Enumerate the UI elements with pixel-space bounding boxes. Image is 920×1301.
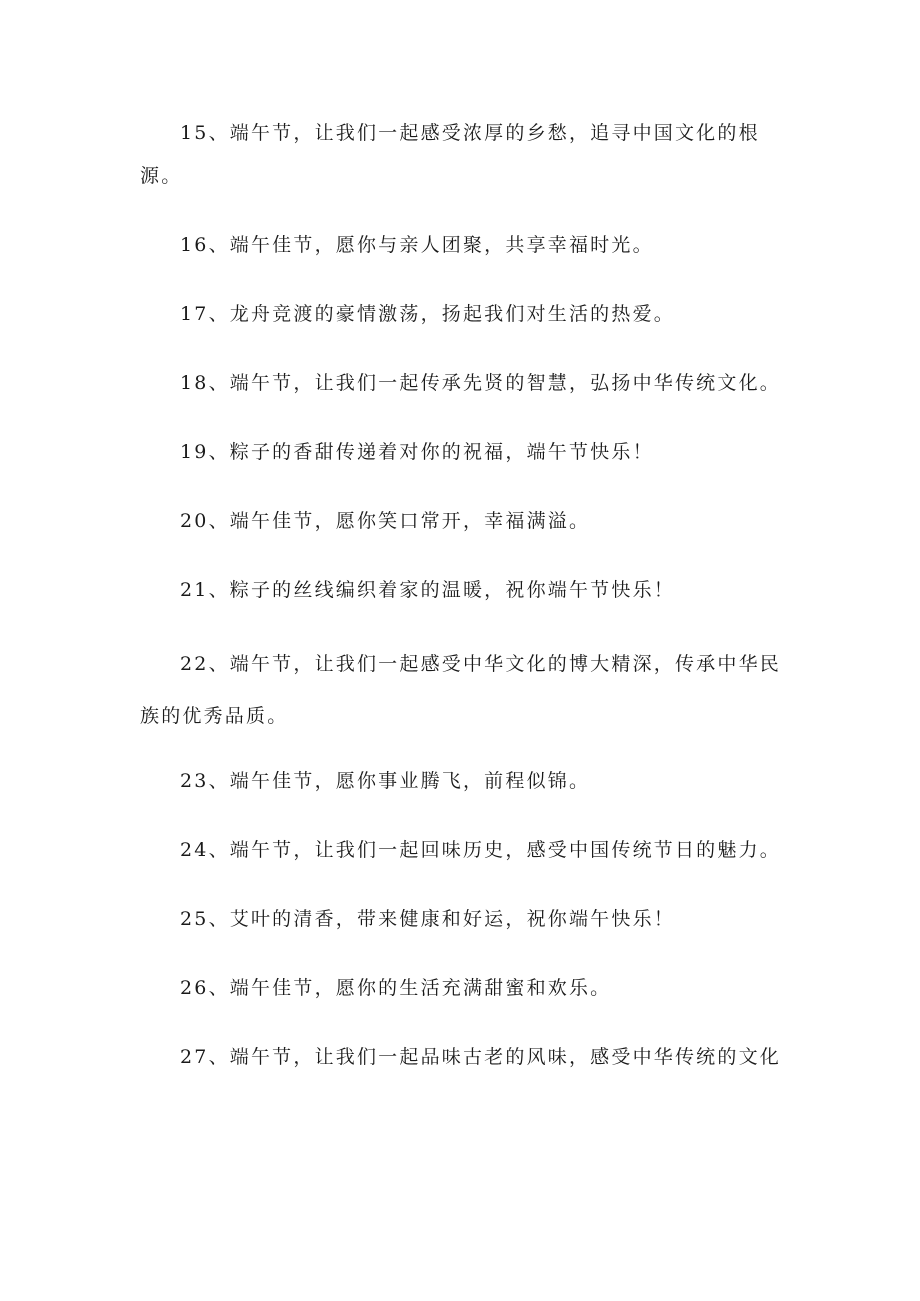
paragraph-23: 23、端午佳节，愿你事业腾飞，前程似锦。 <box>180 770 591 792</box>
paragraph-25: 25、艾叶的清香，带来健康和好运，祝你端午快乐！ <box>180 908 675 930</box>
paragraph-19: 19、粽子的香甜传递着对你的祝福，端午节快乐！ <box>180 441 654 463</box>
paragraph-22: 22、端午节，让我们一起感受中华文化的博大精深，传承中华民族的优秀品质。 <box>140 653 781 727</box>
paragraph-21: 21、粽子的丝线编织着家的温暖，祝你端午节快乐！ <box>180 579 675 601</box>
paragraph-18: 18、端午节，让我们一起传承先贤的智慧，弘扬中华传统文化。 <box>180 372 781 394</box>
paragraph-27: 27、端午节，让我们一起品味古老的风味，感受中华传统的文化 <box>180 1046 781 1068</box>
paragraph-16: 16、端午佳节，愿你与亲人团聚，共享幸福时光。 <box>180 234 654 256</box>
document-body <box>140 112 790 1105</box>
paragraph-15: 15、端午节，让我们一起感受浓厚的乡愁，追寻中国文化的根源。 <box>140 122 760 187</box>
paragraph-20: 20、端午佳节，愿你笑口常开，幸福满溢。 <box>180 510 591 532</box>
paragraph-26: 26、端午佳节，愿你的生活充满甜蜜和欢乐。 <box>180 977 612 999</box>
paragraph-24: 24、端午节，让我们一起回味历史，感受中国传统节日的魅力。 <box>180 839 781 861</box>
paragraph-17: 17、龙舟竞渡的豪情激荡，扬起我们对生活的热爱。 <box>180 303 675 325</box>
